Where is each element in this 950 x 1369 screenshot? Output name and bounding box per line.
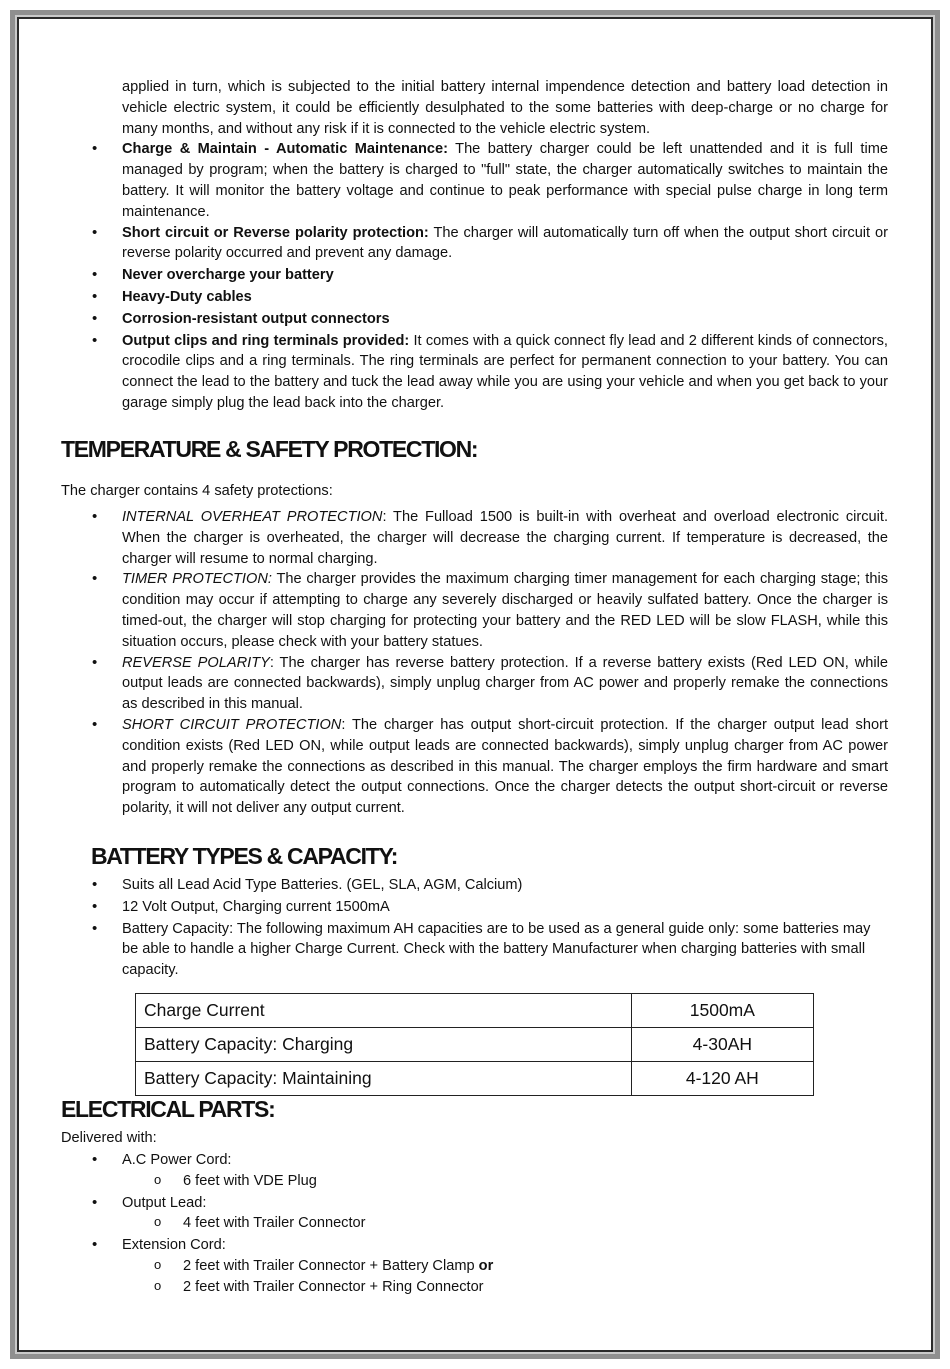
battery-list-wrap [122,875,888,981]
table-cell-label: Charge Current [136,994,632,1028]
sub-list-item: o 2 feet with Trailer Connector + Ring Connector [183,1277,888,1298]
intro-paragraph: applied in turn, which is subjected to the initial battery internal impendence detection and battery load detection in vehicle electric system, it could be efficiently desulphated to the some batteries with deep-charge or no charge for many months, and without any risk if it is connected to the vehicle electric system. [122,79,888,137]
list-item: • Never overcharge your battery [122,265,888,286]
document-page [19,19,931,1350]
electrical-list-wrap [122,1150,888,1298]
sub-list-item: o 6 feet with VDE Plug [183,1171,888,1192]
safety-list [122,507,888,819]
intro-continuation [122,77,888,414]
table-row [136,1062,814,1096]
section-heading-temperature: TEMPERATURE & SAFETY PROTECTION: [61,436,478,462]
capacity-table [135,993,814,1096]
list-item: • TIMER PROTECTION: The charger provides the maximum charging timer management for each charging stage; this condition may occur if attempting to charge any severely discharged or heavily sulfated battery. Once the charger is timed-out, the charger will stop charging for protecting your battery and the RED LED will be slow FLASH, while this situation occurs, please check with your battery statues. [122,569,888,652]
table-row [136,1028,814,1062]
electrical-intro: Delivered with: [61,1130,157,1146]
list-item: • Short circuit or Reverse polarity protection: The charger will automatically turn off when the output short circuit or reverse polarity occurred and prevent any damage. [122,223,888,265]
table-cell-label: Battery Capacity: Maintaining [136,1062,632,1096]
sub-list [183,1213,888,1234]
list-item: • Output clips and ring terminals provided: It comes with a quick connect fly lead and 2 different kinds of connectors, crocodile clips and a ring terminals. The ring terminals are perfect for permanent connection to your battery. You can connect the lead to the battery and tuck the lead away while you are using your vehicle and when you get back to your garage simply plug the lead back into the charger. [122,331,888,414]
list-item: • Suits all Lead Acid Type Batteries. (GEL, SLA, AGM, Calcium) [122,875,888,896]
sub-list [183,1256,888,1298]
sub-list [183,1171,888,1192]
table-cell-value: 1500mA [631,994,813,1028]
electrical-list [122,1150,888,1298]
section-heading-battery: BATTERY TYPES & CAPACITY: [91,843,398,869]
sub-list-item: o 4 feet with Trailer Connector [183,1213,888,1234]
list-item: • REVERSE POLARITY: The charger has reverse battery protection. If a reverse battery exists (Red LED ON, while output leads are connected backwards), simply unplug charger from AC power and properly remake the connections as described in this manual. [122,653,888,715]
sub-list-item: o 2 feet with Trailer Connector + Battery Clamp or [183,1256,888,1277]
temperature-intro: The charger contains 4 safety protections: [61,483,333,499]
table-cell-label: Battery Capacity: Charging [136,1028,632,1062]
list-item: • Corrosion-resistant output connectors [122,309,888,330]
list-item: • A.C Power Cord: o 6 feet with VDE Plug [122,1150,888,1192]
temperature-list-wrap [122,507,888,819]
table-row [136,994,814,1028]
table-cell-value: 4-30AH [631,1028,813,1062]
list-item: • Output Lead: o 4 feet with Trailer Connector [122,1193,888,1235]
table-cell-value: 4-120 AH [631,1062,813,1096]
list-item: • INTERNAL OVERHEAT PROTECTION: The Fulload 1500 is built-in with overheat and overload electronic circuit. When the charger is overheated, the charger will decrease the charging current. If temperature is decreased, the charger will resume to normal charging. [122,507,888,569]
list-item: • Charge & Maintain - Automatic Maintenance: The battery charger could be left unattended and it is full time managed by program; when the battery is charged to "full" state, the charger automatically switches to maintain the battery. It will monitor the battery voltage and continue to peak performance with special pulse charge in long term maintenance. [122,139,888,222]
list-item: • SHORT CIRCUIT PROTECTION: The charger has output short-circuit protection. If the charger output lead short condition exists (Red LED ON, while output leads are connected backwards), simply unplug charger from AC power and properly remake the connections as described in this manual. The charger employs the firm hardware and smart program to automatically detect the output connections. Once the charger detects the output short-circuit or reverse polarity, it will not deliver any output current. [122,715,888,819]
feature-list [122,139,888,413]
list-item: • Heavy-Duty cables [122,287,888,308]
list-item: • 12 Volt Output, Charging current 1500mA [122,897,888,918]
battery-list [122,875,888,981]
list-item: • Extension Cord: o 2 feet with Trailer Connector + Battery Clamp or o 2 feet with Trailer Connector + Ring Connector [122,1235,888,1297]
list-item: • Battery Capacity: The following maximum AH capacities are to be used as a general guide only: some batteries may be able to handle a higher Charge Current. Check with the battery Manufacturer when charging batteries with small capacity. [122,919,888,981]
section-heading-electrical: ELECTRICAL PARTS: [61,1096,275,1122]
